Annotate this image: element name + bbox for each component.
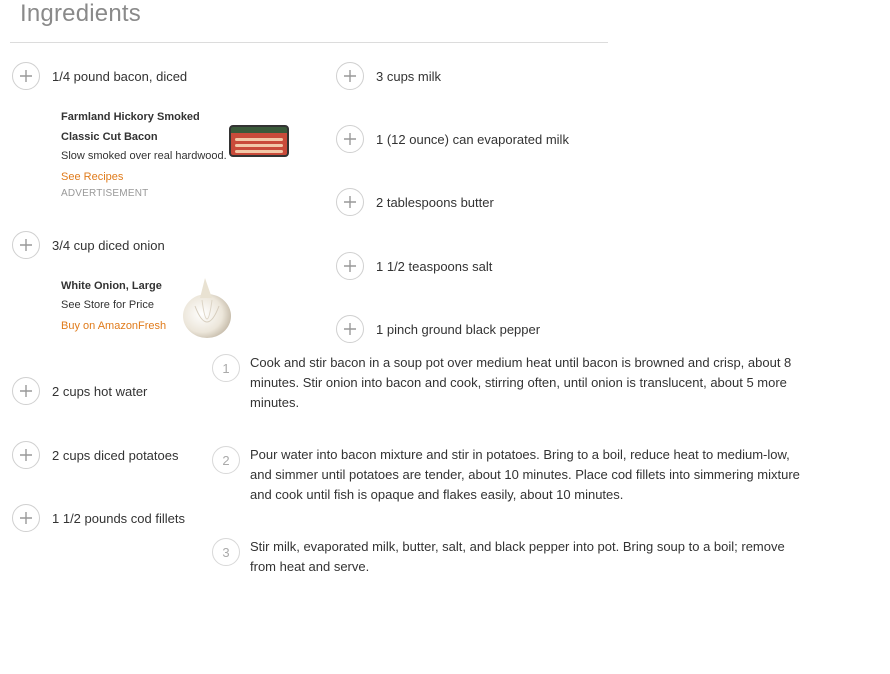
ingredient-item[interactable] — [12, 440, 178, 470]
ingredient-item[interactable] — [336, 61, 441, 91]
ad-onion[interactable] — [61, 276, 166, 335]
ad-description: See Store for Price — [61, 299, 154, 311]
step-number: 1 — [212, 354, 240, 382]
ingredient-label: 2 cups diced potatoes — [52, 447, 179, 463]
ingredient-label: 3/4 cup diced onion — [52, 237, 165, 253]
ingredient-item[interactable] — [336, 314, 540, 344]
direction-step[interactable] — [212, 446, 802, 505]
buy-amazonfresh-link[interactable]: Buy on AmazonFresh — [61, 320, 167, 332]
ad-description: Slow smoked over real hardwood. — [61, 150, 227, 162]
ingredient-item[interactable] — [12, 61, 187, 91]
plus-icon[interactable] — [12, 504, 40, 532]
see-recipes-link[interactable]: See Recipes — [61, 171, 124, 183]
ingredient-item[interactable] — [336, 251, 492, 281]
ad-bacon[interactable] — [61, 107, 227, 202]
plus-icon[interactable] — [336, 252, 364, 280]
step-text: Cook and stir bacon in a soup pot over medium heat until bacon is browned and crisp, about 8 minutes. Stir onion into bacon and cook, stirring often, until onion is translucent, about 5 more minutes. — [250, 355, 792, 410]
ingredient-label: 1 1/2 teaspoons salt — [376, 258, 493, 274]
plus-icon[interactable] — [336, 315, 364, 343]
plus-icon[interactable] — [336, 62, 364, 90]
step-number: 3 — [212, 538, 240, 566]
plus-icon[interactable] — [336, 188, 364, 216]
plus-icon[interactable] — [336, 125, 364, 153]
step-text: Pour water into bacon mixture and stir in potatoes. Bring to a boil, reduce heat to medium-low, and simmer until potatoes are tender, about 10 minutes. Place cod fillets into simmering mixture and cook until fish is opaque and flakes easily, about 10 minutes. — [250, 447, 800, 502]
plus-icon[interactable] — [12, 377, 40, 405]
ad-product-name: White Onion, Large — [61, 280, 162, 292]
ad-product-name: Classic Cut Bacon — [61, 131, 158, 143]
ingredient-item[interactable] — [12, 376, 147, 406]
ingredient-label: 1 1/2 pounds cod fillets — [52, 510, 185, 526]
plus-icon[interactable] — [12, 441, 40, 469]
bacon-product-image[interactable] — [229, 125, 289, 157]
direction-step[interactable] — [212, 538, 802, 577]
divider — [10, 42, 608, 43]
ad-product-name: Farmland Hickory Smoked — [61, 111, 200, 123]
ingredient-item[interactable] — [12, 230, 165, 260]
step-text: Stir milk, evaporated milk, butter, salt, and black pepper into pot. Bring soup to a boil; remove from heat and serve. — [250, 539, 785, 574]
plus-icon[interactable] — [12, 231, 40, 259]
ingredient-item[interactable] — [336, 124, 569, 154]
page-title: Ingredients — [20, 0, 141, 27]
ingredient-label: 1/4 pound bacon, diced — [52, 68, 188, 84]
direction-step[interactable] — [212, 354, 802, 413]
advertisement-label: ADVERTISEMENT — [61, 188, 149, 199]
ingredient-label: 1 pinch ground black pepper — [376, 321, 541, 337]
ingredient-label: 1 (12 ounce) can evaporated milk — [376, 131, 569, 147]
step-number: 2 — [212, 446, 240, 474]
plus-icon[interactable] — [12, 62, 40, 90]
ingredient-item[interactable] — [336, 187, 494, 217]
onion-product-image[interactable] — [180, 276, 234, 340]
ingredient-label: 2 tablespoons butter — [376, 194, 494, 210]
ingredient-label: 3 cups milk — [376, 68, 442, 84]
ingredient-item[interactable] — [12, 503, 185, 533]
ingredient-label: 2 cups hot water — [52, 383, 148, 399]
